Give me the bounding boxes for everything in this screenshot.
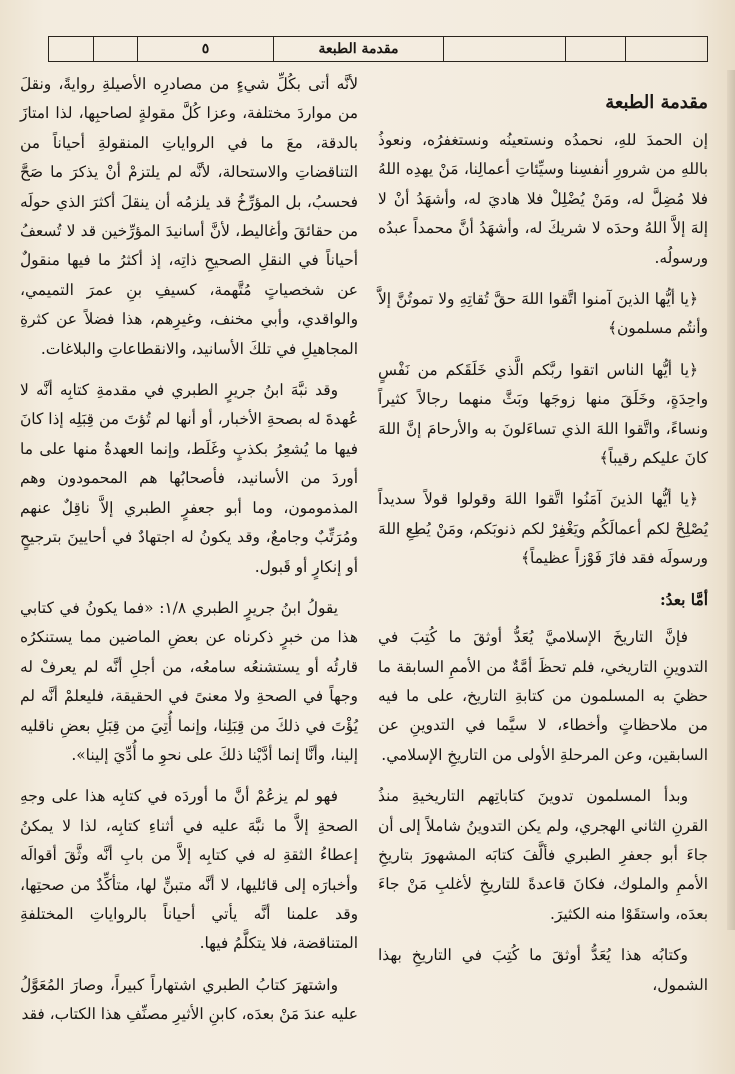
paragraph: فهو لم يزعُمْ أنَّ ما أوردَه في كتابِه هذا على وجهِ الصحةِ إلاَّ ما نبَّهَ عليه في أثناءِ كتابِه، لذا لا يمكنُ إعطاءُ الثقةِ له في كتابِه إلاَّ من بابِ أنَّه وثَّقَ أقوالَه وأخبارَه إلى قائليها، لا أنَّه متبنٍّ لها، متأكِّدٌ من صحتِها، وقد علمنا أنَّه يأتي أحياناً بالرواياتِ المختلفةِ المتناقضة، فلا يتكلَّمُ فيها.: [20, 787, 358, 953]
header-cell-empty: [625, 37, 707, 61]
section-title: مقدمة الطبعة: [605, 92, 708, 113]
quran-quote: ﴿يا أيُّها الناس اتقوا ربَّكم الَّذي خَلَقَكم من نَفْسٍ واحِدَةٍ، وخَلَقَ منها زوجَها وبَثَّ منهما رجالاً كثيراً ونساءً، واتَّقوا اللهَ الذي تساءَلونَ به والأرحامَ إنَّ اللهَ كانَ عليكم رقيباً﴾: [378, 360, 708, 468]
paragraph: لأنَّه أتى بكُلِّ شيءٍ من مصادرِه الأصيلةِ روايةً، ونقلَ من مواردَ مختلفة، وعزا كُلَّ مقولةٍ لصاحبِها، لذا امتازَ بالدقة، معَ ما في الرواياتِ المنقولةِ أحياناً من التناقضاتِ والاستحالة، لأنَّه لم يلتزمْ أنْ يذكرَ ما صَحَّ فحسبُ، بل المؤرِّخُ قد يلزمُه أن ينقلَ أكثرَ الذي حولَه من حقائقَ وأغاليط، لأنَّ أسانيدَ المؤرِّخين قد لا تُسعفُ أحياناً في النقلِ الصحيحِ ذاتِه، إذ أكثرُ ما فيها منقولٌ عن شخصياتٍ مُتَّهمة، كسيفِ بنِ عمرَ التميمي، والواقدي، وأبي مخنف، وغيرِهم، هذا فضلاً عن كثرةِ المجاهيلِ في تلكَ الأسانيد، والانقطاعاتِ والبلاغات.: [20, 75, 358, 358]
paragraph-quotation: يقولُ ابنُ جريرٍ الطبري ١/٨: «فما يكونُ في كتابي هذا من خبرٍ ذكرناه عن بعضِ الماضين مما يستنكرُه قارئُه أو يستشنعُه سامعُه، من أجلِ أنَّه لم يعرفْ له وجهاً في الصحةِ ولا معنىً في الحقيقة، فليعلمْ أنَّه لم يُؤْتَ في ذلكَ من قِبَلِنا، وإنما أُتِيَ من قِبَلِ بعضِ ناقليه إلينا، وأنَّا إنما أدَّيْنا ذلكَ على نحوِ ما أُدِّيَ إلينا».: [20, 598, 358, 764]
right-column: [378, 70, 708, 1012]
quran-quote: ﴿يا أيُّها الذينَ آمنوا اتَّقوا اللهَ حقَّ تُقاتِهِ ولا تموتُنَّ إلاَّ وأنتُم مسلمون﴾: [378, 290, 708, 338]
paragraph: وكتابُه هذا يُعَدُّ أوثقَ ما كُتِبَ في التاريخِ بهذا الشمول،: [378, 946, 708, 994]
quran-quote: ﴿يا أيُّها الذينَ آمَنُوا اتَّقوا اللهَ وقولوا قولاً سديداً يُصْلِحْ لكم أعمالَكُم ويَغْفِرْ لكم ذنوبَكم، ومَنْ يُطِعِ اللهَ ورسولَه فقد فازَ فَوْزاً عظيماً﴾: [378, 490, 708, 568]
header-cell-empty: [565, 37, 625, 61]
header-cell-empty: [93, 37, 137, 61]
paragraph: وقد نبَّهَ ابنُ جريرٍ الطبري في مقدمةِ كتابِه أنَّه لا عُهدةَ له بصحةِ الأخبار، أو أنها لم تُؤتَ من قِبَلِه إذا كانَ فيها ما يُشعِرُ بكذبٍ وغَلَط، وإنما العهدةُ منها على ما أوردَ من الأسانيد، فأصحابُها هم المحمودون وهم المذمومون، وما أبو جعفرٍ الطبري إلاَّ ناقِلٌ عنهم ومُرَتِّبٌ وجامعٌ، وقد يكونُ له اجتهادٌ في أحايينَ بترجيحٍ أو إنكارٍ أو قَبول.: [20, 381, 358, 576]
paragraph: وبدأ المسلمون تدوينَ كتاباتِهم التاريخيةِ منذُ القرنِ الثاني الهجري، ولم يكن التدوينُ شاملاً إلى أن جاءَ أبو جعفرِ الطبري فألَّفَ كتابَه المشهورَ بتاريخِ الأممِ والملوك، فكانَ قاعدةً للتاريخِ لأغلبِ مَنْ جاءَ بعدَه، واستقَوْا منه الكثيرَ.: [378, 787, 708, 923]
paragraph-opening: إن الحمدَ للهِ، نحمدُه ونستعينُه ونستغفرُه، ونعوذُ باللهِ من شرورِ أنفسِنا وسيِّئاتِ أعمالِنا، مَنْ يهدِه اللهُ فلا مُضِلَّ له، ومَنْ يُضْلِلْ فلا هاديَ له، وأشهَدُ أنْ لا إلهَ إلاَّ اللهُ وحدَه لا شريكَ له، وأشهَدُ أنَّ محمداً عبدُه ورسولُه.: [378, 131, 708, 267]
left-column: [20, 70, 358, 1042]
page-edge-shadow: [727, 70, 735, 930]
header-cell-empty: [49, 37, 93, 61]
paragraph: فإنَّ التاريخَ الإسلاميَّ يُعَدُّ أوثقَ ما كُتِبَ في التدوينِ التاريخي، فلم تحظَ أمَّةٌ من الأممِ السابقة ما حظيَ به المسلمون من كتابةِ التاريخ، على ما فيه من ملاحظاتٍ وأخطاء، لا سيَّما في التدوينِ عن السابقين، وعن المرحلةِ الأولى من التاريخِ الإسلامي.: [378, 628, 708, 764]
paragraph: واشتهرَ كتابُ الطبري اشتهاراً كبيراً، وصارَ المُعَوَّلُ عليه عندَ مَنْ بعدَه، كابنِ الأثيرِ مصنِّفِ هذا الكتاب، فقد: [20, 975, 358, 1024]
running-title: مقدمة الطبعة: [273, 37, 443, 61]
running-header: [48, 36, 708, 62]
amma-badu-heading: أمَّا بعدُ:: [659, 590, 708, 609]
page-number: ٥: [137, 37, 273, 61]
header-cell-empty: [443, 37, 565, 61]
